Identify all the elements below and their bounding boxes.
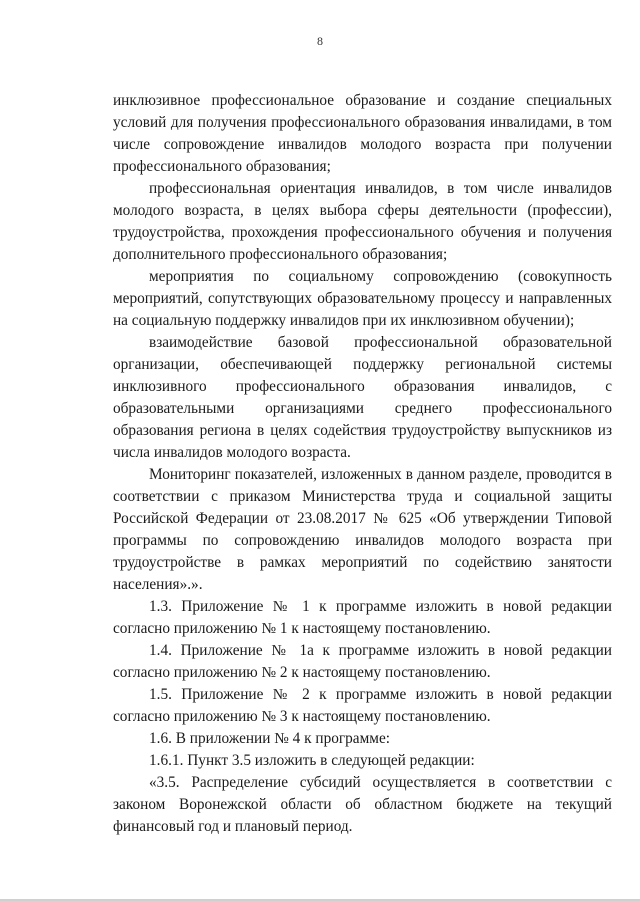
- paragraph-interaction: взаимодействие базовой профессиональной образовательной организации, обеспечивающей поддержку региональной системы инклюзивного профессионального образования инвалидов, с образовательными организациями среднего профессионального образования региона в целях содействия трудоустройству выпускников из числа инвалидов молодого возраста.: [113, 334, 612, 461]
- paragraph-career-guidance: профессиональная ориентация инвалидов, в том числе инвалидов молодого возраста, в целях выбора сферы деятельности (профессии), трудоустройства, прохождения профессионального обучения и получения дополнительного профессионального образования;: [113, 180, 612, 263]
- paragraph-item-1-5: 1.5. Приложение № 2 к программе изложить в новой редакции согласно приложению № 3 к настоящему постановлению.: [113, 686, 612, 725]
- page-number: 8: [317, 34, 323, 48]
- paragraph-item-1-6: 1.6. В приложении № 4 к программе:: [149, 730, 391, 747]
- paragraph-monitoring: Мониторинг показателей, изложенных в данном разделе, проводится в соответствии с приказом Министерства труда и социальной защиты Российской Федерации от 23.08.2017 № 625 «Об утверждении Типовой программы по сопровождению инвалидов молодого возраста при трудоустройстве в рамках мероприятий по содействию занятости населения».».: [113, 466, 612, 593]
- paragraph-item-1-6-1: 1.6.1. Пункт 3.5 изложить в следующей редакции:: [149, 752, 475, 769]
- paragraph-item-3-5: «3.5. Распределение субсидий осуществляется в соответствии с законом Воронежской области об областном бюджете на текущий финансовый год и плановый период.: [113, 774, 612, 835]
- paragraph-inclusive-education: инклюзивное профессиональное образование и создание специальных условий для получения профессионального образования инвалидами, в том числе сопровождение инвалидов молодого возраста при получении профессионального образования;: [113, 92, 612, 175]
- paragraph-item-1-3: 1.3. Приложение № 1 к программе изложить в новой редакции согласно приложению № 1 к настоящему постановлению.: [113, 598, 612, 637]
- paragraph-social-support: мероприятия по социальному сопровождению (совокупность мероприятий, сопутствующих образовательному процессу и направленных на социальную поддержку инвалидов при их инклюзивном обучении);: [113, 268, 612, 329]
- document-body: [113, 90, 612, 838]
- paragraph-item-1-4: 1.4. Приложение № 1а к программе изложить в новой редакции согласно приложению № 2 к настоящему постановлению.: [113, 642, 612, 681]
